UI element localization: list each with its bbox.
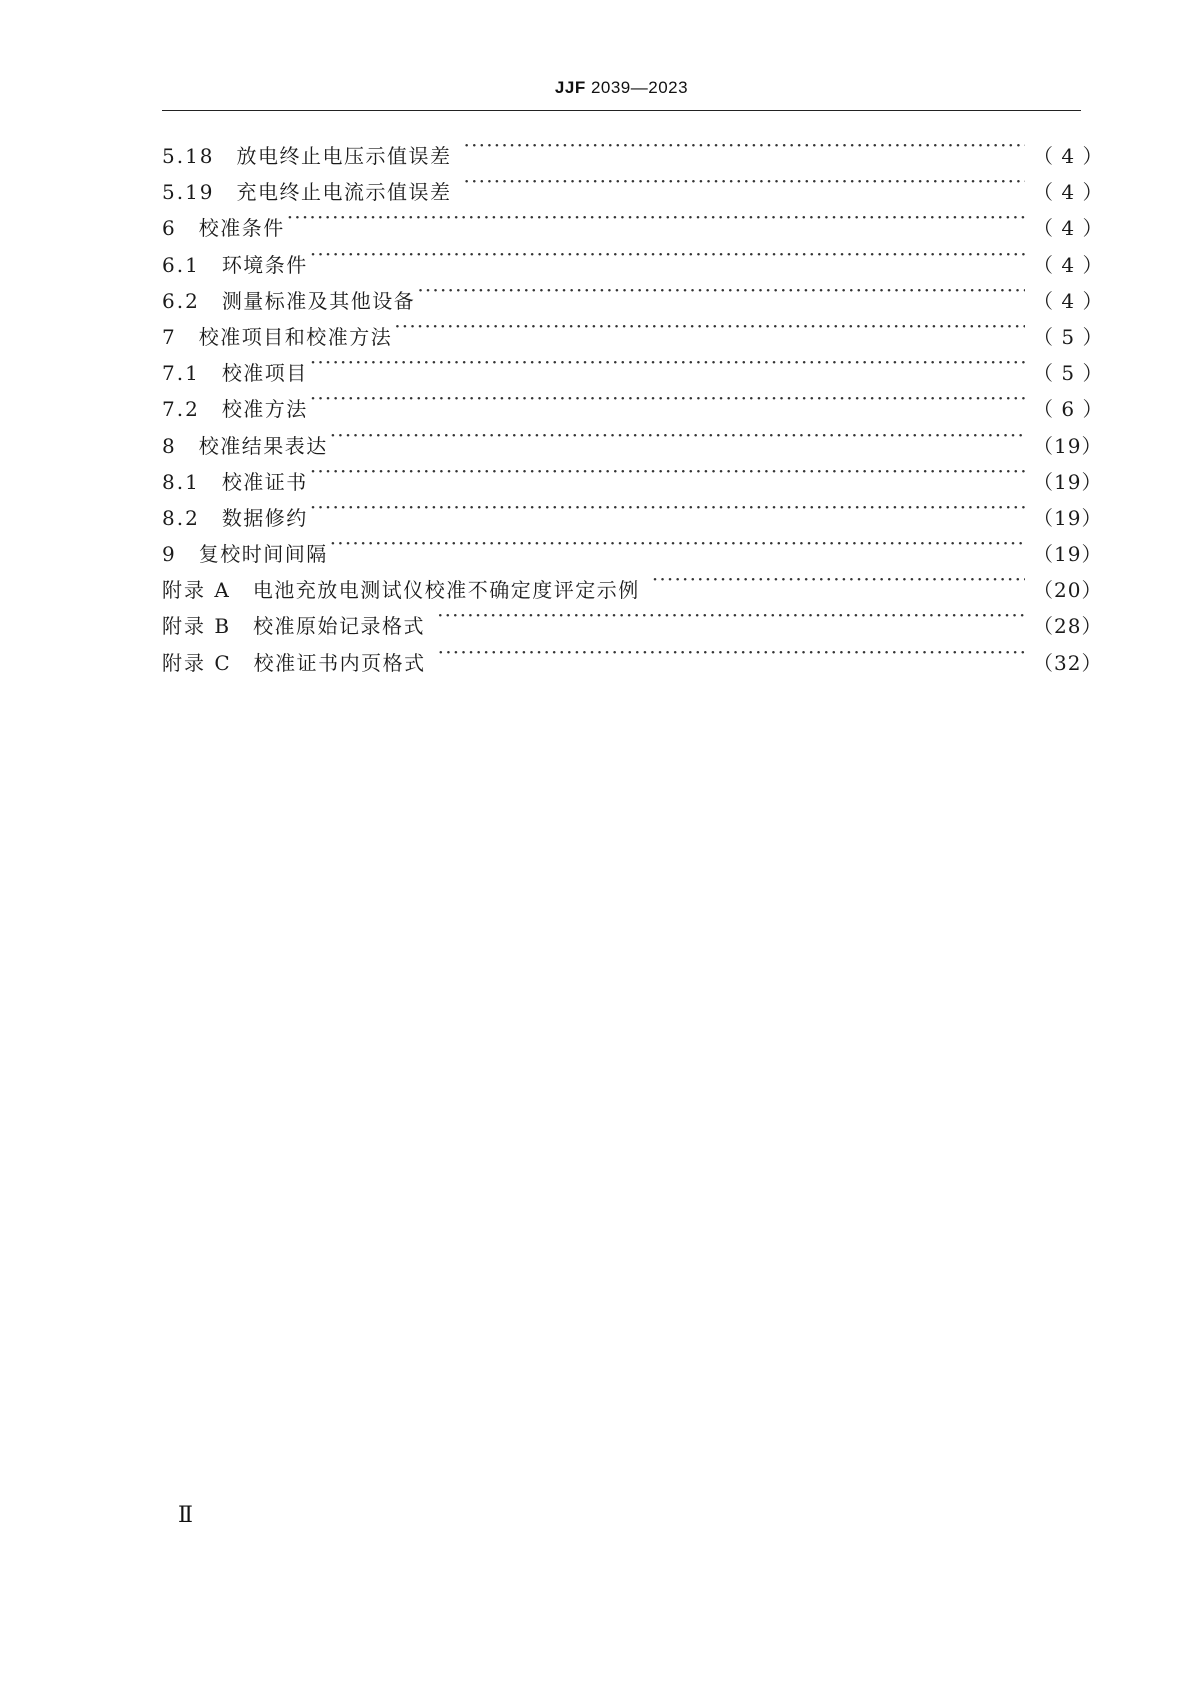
- toc-entry-title: 校准证书内页格式: [253, 650, 426, 675]
- toc-entry-number: 附录 A: [162, 578, 231, 603]
- toc-entry-6[interactable]: [162, 199, 1104, 241]
- toc-entry-number: 7: [162, 324, 177, 349]
- toc-entry-page: （ 4 ）: [1033, 288, 1104, 313]
- toc-entry-number: 7.2: [162, 397, 200, 422]
- toc-entry-title: 校准原始记录格式: [253, 614, 426, 639]
- toc-entry-page: （ 4 ）: [1033, 144, 1104, 168]
- toc-entry-page: （19）: [1033, 433, 1103, 458]
- standard-code-prefix: JJF: [554, 78, 586, 97]
- toc-entry-5-18[interactable]: [162, 127, 1104, 168]
- toc-entry-page: （ 6 ）: [1033, 397, 1104, 422]
- dot-leader: [392, 308, 1025, 344]
- dot-leader: [308, 236, 1025, 272]
- dot-leader: [308, 453, 1025, 489]
- toc-entry-page: （32）: [1033, 650, 1103, 675]
- page-number-roman: Ⅱ: [178, 1503, 193, 1528]
- toc-entry-page: （ 4 ）: [1033, 180, 1104, 205]
- page-header: [162, 78, 1081, 98]
- toc-entry-number: 6.2: [162, 288, 200, 313]
- dot-leader: [285, 199, 1025, 235]
- toc-entry-title: 电池充放电测试仪校准不确定度评定示例: [252, 578, 640, 603]
- toc-entry-title: 复校时间间隔: [198, 542, 328, 567]
- toc-entry-page: （20）: [1033, 578, 1103, 603]
- toc-entry-number: 8.2: [162, 505, 200, 530]
- dot-leader: [328, 417, 1025, 453]
- toc-entry-number: 6.1: [162, 252, 200, 277]
- toc-entry-page: （28）: [1033, 614, 1103, 639]
- toc-entry-title: 充电终止电流示值误差: [236, 180, 452, 205]
- toc-entry-title: 校准结果表达: [198, 433, 328, 458]
- toc-entry-number: 8.1: [162, 469, 200, 494]
- toc-entry-number: 6: [162, 216, 177, 241]
- dot-leader: [308, 344, 1025, 380]
- toc-entry-6-1[interactable]: [162, 236, 1104, 277]
- header-divider: [162, 110, 1081, 111]
- table-of-contents: [162, 127, 1104, 675]
- dot-leader: [435, 597, 1025, 633]
- toc-entry-title: 校准证书: [221, 469, 308, 494]
- toc-entry-title: 环境条件: [221, 252, 308, 277]
- toc-entry-page: （ 4 ）: [1033, 252, 1104, 277]
- toc-entry-title: 校准项目: [221, 361, 308, 386]
- toc-entry-number: 5.19: [162, 180, 215, 205]
- dot-leader: [650, 561, 1025, 597]
- toc-entry-title: 校准项目和校准方法: [198, 324, 393, 349]
- toc-entry-page: （ 4 ）: [1033, 216, 1104, 241]
- dot-leader: [462, 163, 1025, 199]
- toc-entry-title: 校准条件: [198, 216, 285, 241]
- toc-entry-page: （ 5 ）: [1033, 324, 1104, 349]
- toc-entry-title: 放电终止电压示值误差: [236, 144, 452, 168]
- toc-entry-page: （19）: [1033, 469, 1103, 494]
- toc-entry-page: （ 5 ）: [1033, 361, 1104, 386]
- toc-entry-title: 测量标准及其他设备: [221, 288, 416, 313]
- toc-entry-title: 校准方法: [221, 397, 308, 422]
- dot-leader: [415, 272, 1025, 308]
- toc-entry-number: 8: [162, 433, 177, 458]
- dot-leader: [462, 127, 1025, 163]
- toc-entry-number: 附录 C: [162, 650, 232, 675]
- toc-entry-page: （19）: [1033, 505, 1103, 530]
- toc-entry-number: 附录 B: [162, 614, 232, 639]
- dot-leader: [328, 525, 1025, 561]
- standard-code-number: 2039—2023: [590, 78, 689, 97]
- toc-entry-title: 数据修约: [221, 505, 308, 530]
- toc-entry-number: 5.18: [162, 144, 215, 168]
- dot-leader: [308, 489, 1025, 525]
- toc-entry-number: 9: [162, 542, 177, 567]
- dot-leader: [308, 380, 1025, 416]
- dot-leader: [436, 634, 1025, 670]
- toc-entry-page: （19）: [1033, 542, 1103, 567]
- toc-entry-number: 7.1: [162, 361, 200, 386]
